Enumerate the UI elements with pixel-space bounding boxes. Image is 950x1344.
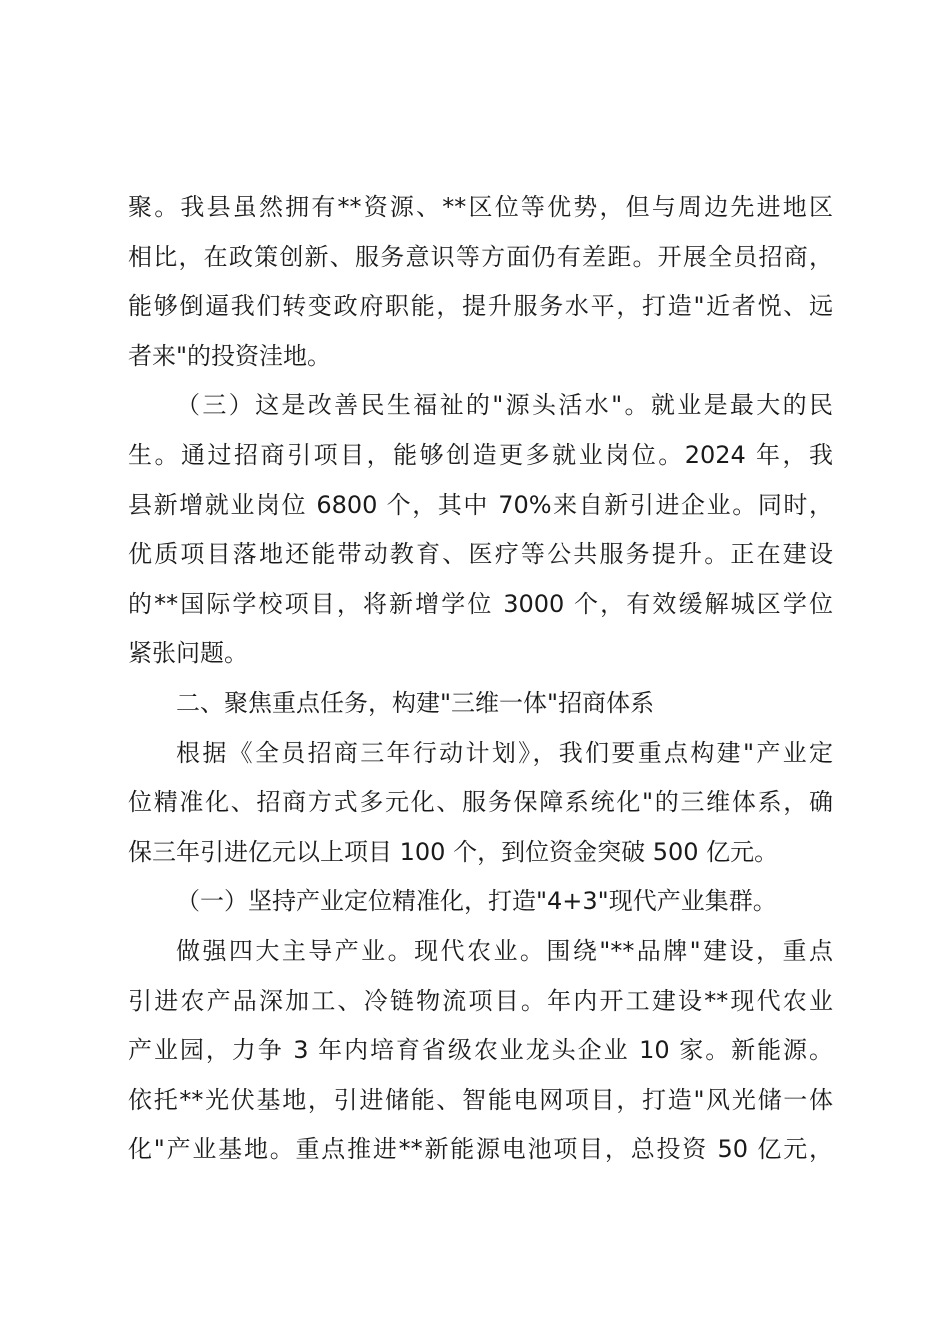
text-line: 聚。我县虽然拥有**资源、**区位等优势，但与周边先进地区 [128,193,833,221]
text-line: 产业园，力争 3 年内培育省级农业龙头企业 10 家。新能源。 [128,1036,833,1065]
text-line: 者来"的投资洼地。 [128,341,332,370]
text-line: 根据《全员招商三年行动计划》，我们要重点构建"产业定 [176,738,833,767]
text-line: 生。通过招商引项目，能够创造更多就业岗位。2024 年，我 [128,440,833,469]
text-line: 化"产业基地。重点推进**新能源电池项目，总投资 50 亿元， [128,1135,833,1164]
text-line: 优质项目落地还能带动教育、医疗等公共服务提升。正在建设 [128,540,833,569]
document-body [128,183,833,1175]
text-line: 做强四大主导产业。现代农业。围绕"**品牌"建设，重点 [176,936,833,965]
text-line: 紧张问题。 [128,639,248,668]
text-line: 相比，在政策创新、服务意识等方面仍有差距。开展全员招商， [128,242,833,271]
chapter-heading: 二、聚焦重点任务，构建"三维一体"招商体系 [176,688,655,717]
text-line: 保三年引进亿元以上项目 100 个，到位资金突破 500 亿元。 [128,837,779,866]
text-line: 的**国际学校项目，将新增学位 3000 个，有效缓解城区学位 [128,589,833,618]
section-heading: （三）这是改善民生福祉的"源头活水"。就业是最大的民 [176,391,833,420]
text-line: 引进农产品深加工、冷链物流项目。年内开工建设**现代农业 [128,986,833,1015]
text-line: 依托**光伏基地，引进储能、智能电网项目，打造"风光储一体 [128,1085,833,1114]
text-line: 位精准化、招商方式多元化、服务保障系统化"的三维体系，确 [128,788,833,817]
text-line: 能够倒逼我们转变政府职能，提升服务水平，打造"近者悦、远 [128,292,833,321]
text-line: 县新增就业岗位 6800 个，其中 70%来自新引进企业。同时， [128,490,833,519]
section-heading: （一）坚持产业定位精准化，打造"4+3"现代产业集群。 [176,887,777,916]
